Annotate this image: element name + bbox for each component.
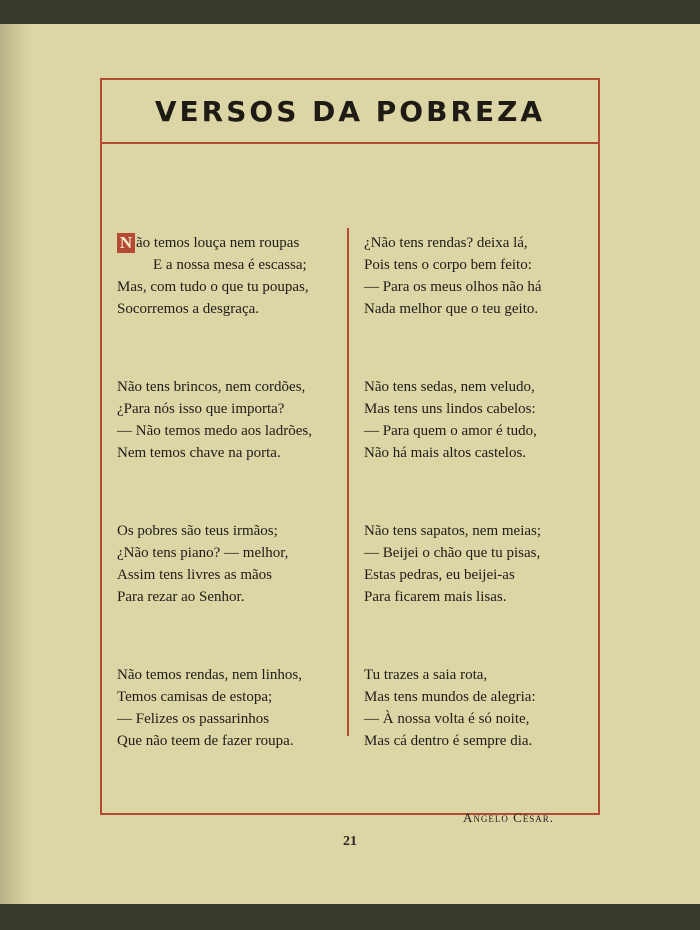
verse-line: Mas, com tudo o que tu poupas, [117, 279, 309, 295]
verse-line: Para ficarem mais lisas. [364, 589, 507, 605]
verse-line: E a nossa mesa é escassa; [153, 257, 307, 273]
verse-line: — Não temos medo aos ladrões, [117, 423, 312, 439]
stanza [364, 232, 592, 320]
verse-line: Socorremos a desgraça. [117, 301, 260, 317]
verse-line: Não há mais altos castelos. [364, 445, 527, 461]
drop-cap: N [117, 233, 135, 253]
stanza [117, 376, 339, 464]
poem-frame [100, 78, 600, 825]
verse-line: Não tens sedas, nem veludo, [364, 379, 535, 395]
verse-line: Temos camisas de estopa; [117, 689, 273, 705]
right-column [364, 232, 592, 808]
book-gutter [0, 24, 30, 904]
author-signature: Angelo César. [462, 810, 554, 825]
stanza [117, 664, 339, 752]
title-bar [102, 80, 598, 144]
verse-line: Estas pedras, eu beijei-as [364, 567, 515, 583]
verse-line: Mas cá dentro é sempre dia. [364, 733, 533, 749]
verse-line: Mas tens mundos de alegria: [364, 689, 536, 705]
verse-line: — Para quem o amor é tudo, [364, 423, 537, 439]
verse-line: Que não teem de fazer roupa. [117, 733, 294, 749]
verse-line: Nada melhor que o teu geito. [364, 301, 539, 317]
verse-line: — Felizes os passarinhos [117, 711, 270, 727]
column-divider [347, 228, 349, 736]
page [0, 24, 700, 904]
verse-line: Assim tens livres as mãos [117, 567, 272, 583]
verse-line: N ão temos louça nem roupas [117, 232, 339, 254]
poem-title: VERSOS DA POBREZA [154, 95, 546, 128]
verse-line: Pois tens o corpo bem feito: [364, 257, 532, 273]
verse-line: Para rezar ao Senhor. [117, 589, 245, 605]
verse-line: Não tens brincos, nem cordões, [117, 379, 306, 395]
verse-line: Não tens sapatos, nem meias; [364, 523, 542, 539]
left-column [117, 232, 339, 808]
verse-line: Os pobres são teus irmãos; [117, 523, 278, 539]
verse-line: Mas tens uns lindos cabelos: [364, 401, 536, 417]
stanza [117, 232, 339, 320]
verse-line: ¿Não tens piano? — melhor, [117, 545, 289, 561]
stanza [117, 520, 339, 608]
page-number: 21 [343, 834, 357, 849]
verse-line: — Para os meus olhos não há [364, 279, 542, 295]
stanza [364, 376, 592, 464]
verse-line: Tu trazes a saia rota, [364, 667, 488, 683]
verse-line: ¿Não tens rendas? deixa lá, [364, 235, 528, 251]
verse-line: ¿Para nós isso que importa? [117, 401, 285, 417]
verse-line: Nem temos chave na porta. [117, 445, 281, 461]
verse-line: Não temos rendas, nem linhos, [117, 667, 302, 683]
verse-line: — À nossa volta é só noite, [364, 711, 530, 727]
stanza [364, 664, 592, 752]
verse-line: — Beijei o chão que tu pisas, [364, 545, 541, 561]
stanza [364, 520, 592, 608]
